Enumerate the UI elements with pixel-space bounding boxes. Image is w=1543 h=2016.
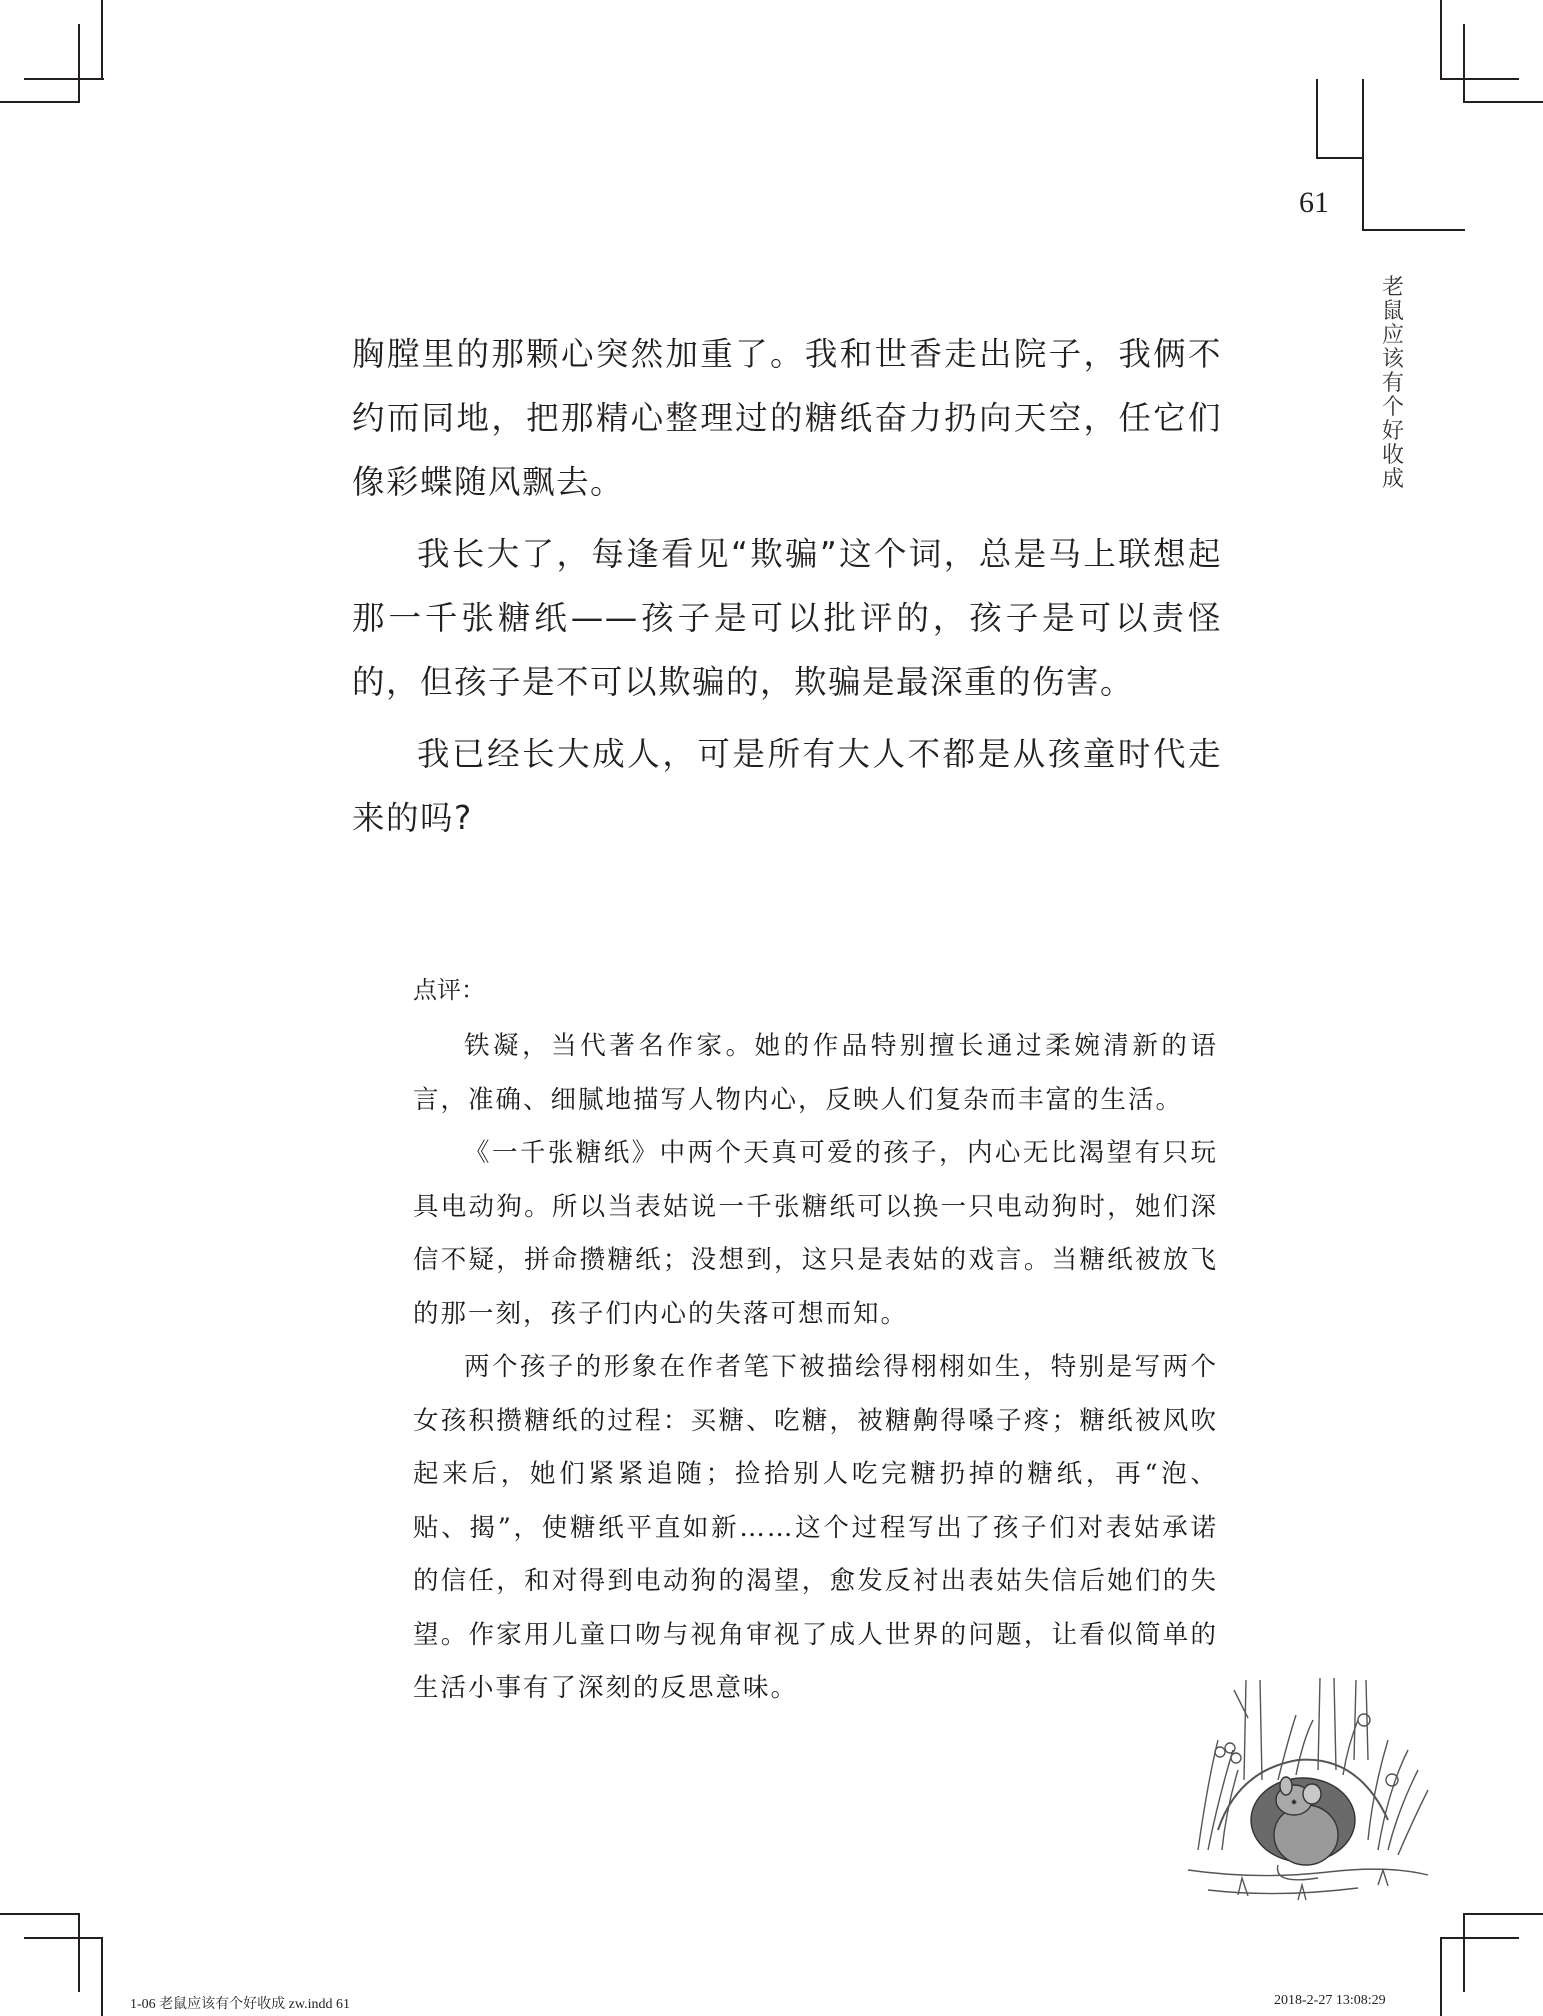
commentary-paragraph: 两个孩子的形象在作者笔下被描绘得栩栩如生，特别是写两个女孩积攒糖纸的过程：买糖、吃糖，被糖齁得嗓子疼；糖纸被风吹起来后，她们紧紧追随；捡拾别人吃完糖扔掉的糖纸，再“泡、贴、揭”，使糖纸平直如新……这个过程写出了孩子们对表姑承诺的信任，和对得到电动狗的渴望，愈发反衬出表姑失信后她们的失望。作家用儿童口吻与视角审视了成人世界的问题，让看似简单的生活小事有了深刻的反思意味。: [413, 1352, 1218, 1703]
body-paragraph: 我已经长大成人，可是所有大人不都是从孩童时代走来的吗?: [352, 735, 1222, 837]
header-rule-h2: [1362, 229, 1465, 231]
page-number: 61: [1299, 186, 1329, 219]
commentary-paragraph: 《一千张糖纸》中两个天真可爱的孩子，内心无比渴望有只玩具电动狗。所以当表姑说一千张糖纸可以换一只电动狗时，她们深信不疑，拼命攒糖纸；没想到，这只是表姑的戏言。当糖纸被放飞的那一刻，孩子们内心的失落可想而知。: [413, 1138, 1218, 1329]
header-rule-v2: [1362, 79, 1364, 230]
commentary-label: 点评：: [413, 976, 485, 1004]
footer-timestamp: 2018-2-27 13:08:29: [1274, 1993, 1386, 2008]
crop-mark-top-left-h2: [0, 101, 79, 103]
header-rule-h1: [1316, 157, 1363, 159]
body-paragraph: 我长大了，每逢看见“欺骗”这个词，总是马上联想起那一千张糖纸——孩子是可以批评的，孩子是可以责怪的，但孩子是不可以欺骗的，欺骗是最深重的伤害。: [352, 535, 1222, 701]
crop-mark-bottom-right-h2: [1440, 1937, 1519, 1939]
crop-mark-bottom-left-v2: [101, 1937, 103, 2016]
crop-mark-top-right-v2: [1463, 24, 1465, 103]
running-head-title: 老鼠应该有个好收成: [1381, 275, 1404, 492]
crop-mark-top-right-h1: [1440, 78, 1519, 80]
crop-mark-bottom-left-h2: [24, 1937, 103, 1939]
crop-mark-top-right-h2: [1463, 101, 1543, 103]
crop-mark-top-left-h1: [24, 78, 104, 80]
crop-mark-bottom-left-v1: [78, 1913, 80, 1992]
crop-mark-top-right-v1: [1440, 0, 1442, 79]
body-text: [352, 322, 1222, 850]
mouse-in-burrow-sketch-icon: [1178, 1660, 1433, 1905]
commentary-section: [413, 970, 1218, 1716]
crop-mark-bottom-right-h1: [1463, 1913, 1543, 1915]
header-rule-v1: [1316, 79, 1318, 158]
footer-file-slug: 1-06 老鼠应该有个好收成 zw.indd 61: [130, 1997, 350, 2012]
crop-mark-top-left-v1: [101, 0, 103, 79]
crop-mark-bottom-left-h1: [0, 1913, 79, 1915]
crop-mark-top-left-v2: [78, 24, 80, 103]
crop-mark-bottom-right-v2: [1440, 1937, 1442, 2016]
crop-mark-bottom-right-v1: [1463, 1913, 1465, 1992]
commentary-paragraph: 铁凝，当代著名作家。她的作品特别擅长通过柔婉清新的语言，准确、细腻地描写人物内心，反映人们复杂而丰富的生活。: [413, 1031, 1218, 1115]
body-paragraph: 胸膛里的那颗心突然加重了。我和世香走出院子，我俩不约而同地，把那精心整理过的糖纸奋力扔向天空，任它们像彩蝶随风飘去。: [352, 335, 1222, 501]
